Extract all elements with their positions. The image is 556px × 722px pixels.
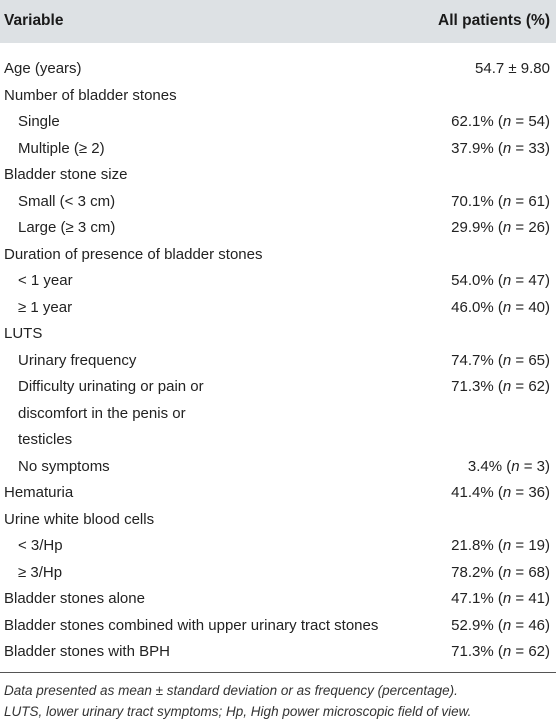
row-label: Multiple (≥ 2) [18, 139, 105, 157]
table-row [0, 454, 556, 481]
table-row [0, 56, 556, 83]
row-value: 74.7% (n = 65) [451, 351, 550, 369]
row-value: 41.4% (n = 36) [451, 484, 550, 501]
table-row [0, 427, 556, 454]
row-label: Bladder stones with BPH [4, 643, 170, 660]
table-row [0, 560, 556, 587]
row-label: discomfort in the penis or [18, 404, 186, 422]
row-label: Urine white blood cells [4, 510, 155, 528]
row-label: Difficulty urinating or pain or [18, 378, 204, 395]
row-label: Large (≥ 3 cm) [18, 219, 116, 236]
table-row [0, 295, 556, 322]
row-label: ≥ 3/Hp [18, 563, 63, 581]
row-label: Single [18, 113, 60, 130]
table-row [0, 109, 556, 136]
table-row [0, 189, 556, 216]
row-label: < 1 year [18, 272, 73, 289]
table-row [0, 136, 556, 163]
row-value: 29.9% (n = 26) [451, 219, 550, 236]
row-value: 62.1% (n = 54) [451, 113, 550, 130]
table-row [0, 401, 556, 428]
row-label: Small (< 3 cm) [18, 192, 116, 210]
table-row [0, 586, 556, 613]
table-row [0, 268, 556, 295]
row-value: 70.1% (n = 61) [451, 192, 550, 210]
row-value: 54.0% (n = 47) [451, 272, 550, 289]
table-row [0, 374, 556, 401]
row-label: ≥ 1 year [18, 298, 73, 316]
row-value: 21.8% (n = 19) [451, 537, 550, 554]
header-all-patients: All patients (%) [438, 12, 550, 29]
table-row [0, 348, 556, 375]
row-value: 71.3% (n = 62) [451, 378, 550, 395]
row-label: Hematuria [4, 484, 74, 501]
row-value: 37.9% (n = 33) [451, 139, 550, 157]
row-label: No symptoms [18, 457, 110, 475]
row-label: Bladder stones alone [4, 590, 145, 607]
table-bottom-rule [0, 672, 556, 673]
row-label: < 3/Hp [18, 537, 63, 554]
table-row [0, 533, 556, 560]
table-row [0, 162, 556, 189]
table-row [0, 242, 556, 269]
footnote: Data presented as mean ± standard deviation or as frequency (percentage). [4, 682, 458, 698]
row-label: Age (years) [4, 60, 82, 77]
table-row [0, 507, 556, 534]
row-value: 78.2% (n = 68) [451, 563, 550, 581]
table-row [0, 321, 556, 348]
row-label: LUTS [4, 325, 43, 342]
row-label: Duration of presence of bladder stones [4, 245, 263, 263]
row-value: 47.1% (n = 41) [451, 590, 550, 607]
header-variable: Variable [4, 12, 64, 29]
table-row [0, 83, 556, 110]
row-label: testicles [18, 431, 73, 448]
row-value: 3.4% (n = 3) [467, 457, 550, 475]
table-row [0, 639, 556, 666]
row-label: Bladder stone size [4, 166, 128, 183]
row-value: 71.3% (n = 62) [451, 643, 550, 660]
table-header [0, 0, 556, 43]
row-value: 46.0% (n = 40) [451, 298, 550, 316]
footnote: LUTS, lower urinary tract symptoms; Hp, High power microscopic field of view. [4, 703, 472, 719]
row-label: Bladder stones combined with upper urinary tract stones [4, 616, 379, 634]
table-row [0, 480, 556, 507]
row-label: Urinary frequency [18, 351, 137, 369]
row-value: 54.7 ± 9.80 [475, 60, 550, 77]
table-row [0, 215, 556, 242]
table-row [0, 613, 556, 640]
row-label: Number of bladder stones [4, 86, 177, 104]
row-value: 52.9% (n = 46) [451, 616, 550, 634]
